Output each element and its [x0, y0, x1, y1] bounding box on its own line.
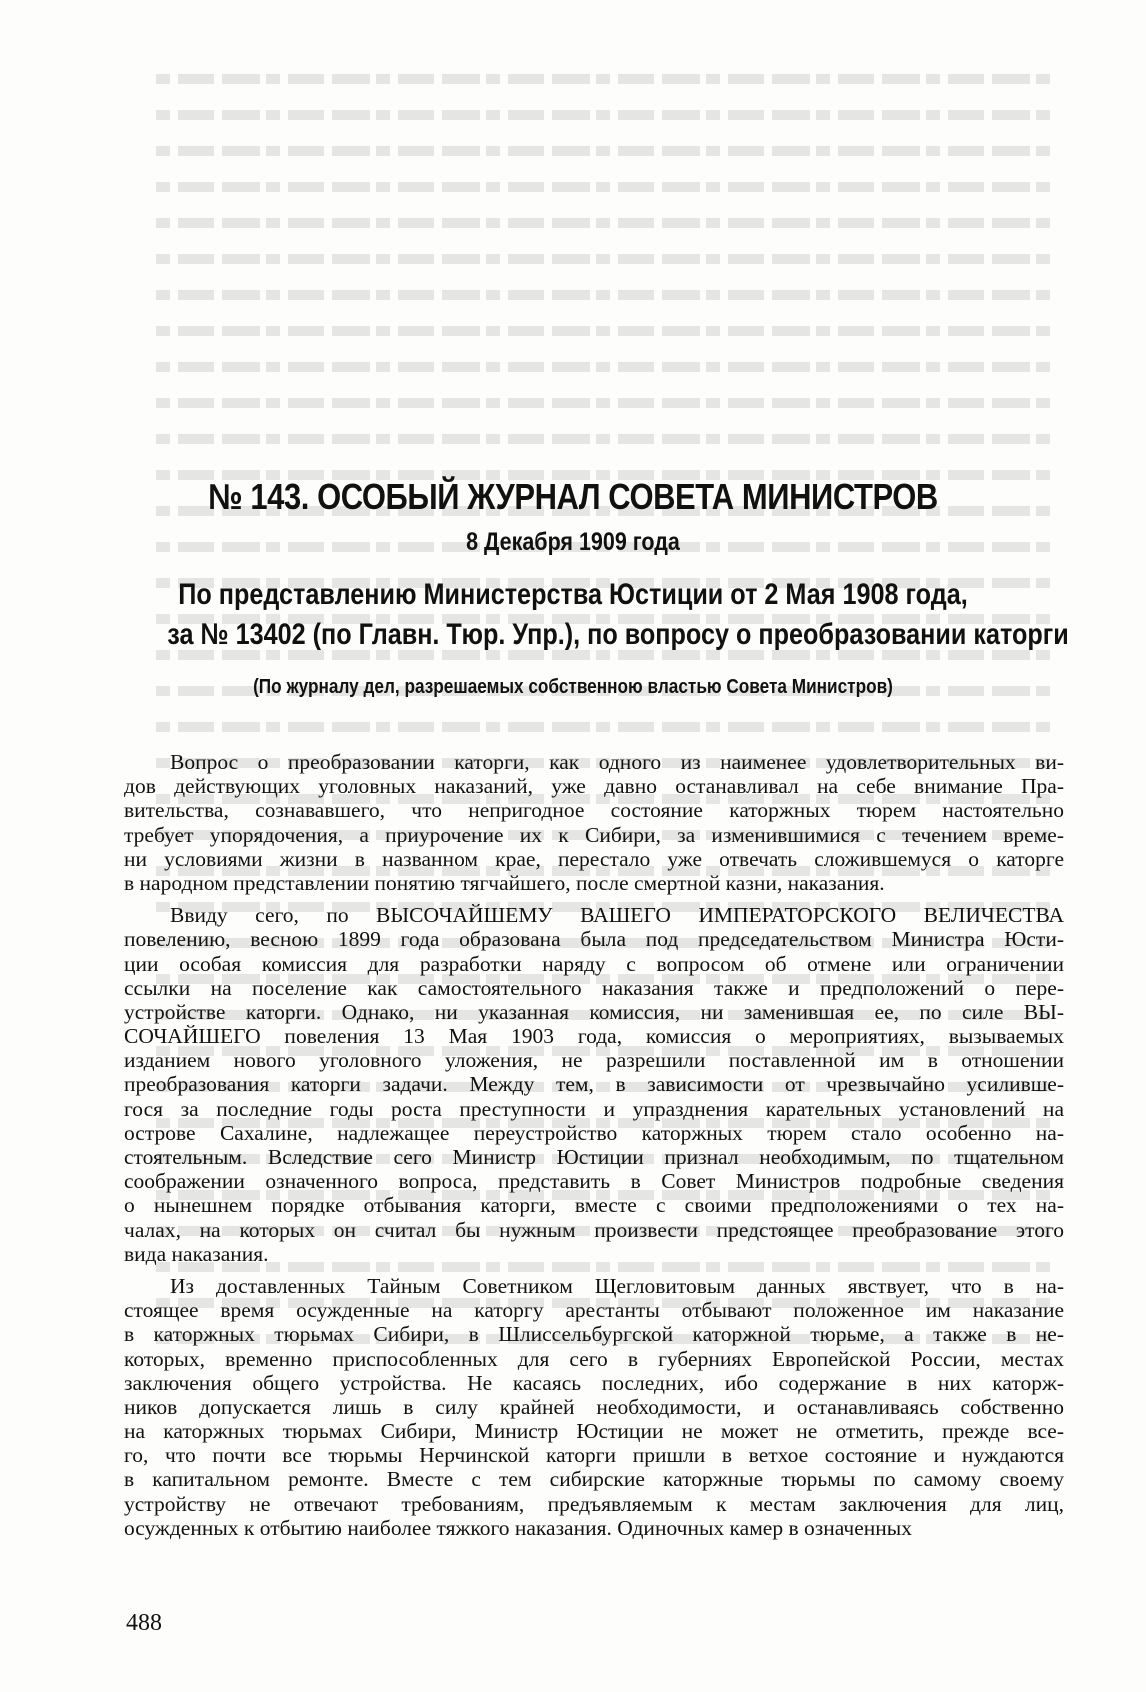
text-line: соображении означенного вопроса, представить в Совет Министров подробные сведения: [124, 1169, 1064, 1194]
text-line: которых, временно приспособленных для сего в губерниях Европейской России, местах: [124, 1346, 1064, 1371]
text-line: острове Сахалине, надлежащее переустройство каторжных тюрем стало особенно на-: [124, 1120, 1064, 1145]
text-line: ссылки на поселение как самостоятельного наказания также и предположений о пере-: [124, 975, 1064, 1000]
text-line: о нынешнем порядке отбывания каторги, вместе с своими предположениями о тех на-: [124, 1193, 1064, 1218]
text-line: Из доставленных Тайным Советником Щегловитовым данных явствует, что в на-: [170, 1273, 1064, 1298]
paragraph-gap: [124, 895, 1064, 903]
document-note: (По журналу дел, разрешаемых собственною властью Совета Министров): [253, 676, 893, 698]
text-line: в каторжных тюрьмах Сибири, в Шлиссельбургской каторжной тюрьме, а также в не-: [124, 1322, 1064, 1347]
paragraph: [124, 1274, 1064, 1540]
text-line: осужденных к отбытию наиболее тяжкого наказания. Одиночных камер в означенных: [124, 1515, 912, 1540]
text-line: гося за последние годы роста преступности и упразднения карательных установлений на: [124, 1096, 1064, 1121]
text-line: в капитальном ремонте. Вместе с тем сибирские каторжные тюрьмы по самому своему: [124, 1467, 1064, 1492]
text-line: ни условиями жизни в названном крае, перестало уже отвечать сложившемуся о каторге: [124, 846, 1064, 871]
text-line: чалах, на которых он считал бы нужным произвести предстоящее преобразование этого: [124, 1217, 1064, 1242]
text-line: заключения общего устройства. Не касаясь последних, ибо содержание в них каторж-: [124, 1370, 1064, 1395]
text-line: преобразования каторги задачи. Между тем, в зависимости от чрезвычайно усилившe-: [124, 1072, 1064, 1097]
text-line: стоятельным. Вследствие сего Министр Юстиции признал необходимым, по тщательном: [124, 1145, 1064, 1169]
text-line: ции особая комиссия для разработки наряду с вопросом об отмене или ограничении: [124, 951, 1064, 976]
text-line: на каторжных тюрьмах Сибири, Министр Юстиции не может не отметить, прежде все-: [124, 1419, 1064, 1444]
text-line: стоящее время осужденные на каторгу арестанты отбывают положенное им наказание: [124, 1298, 1064, 1323]
paragraph: [124, 903, 1064, 1266]
document-subtitle-line-1: По представлению Министерства Юстиции от 2 Мая 1908 года,: [178, 578, 968, 611]
text-line: Вопрос о преобразовании каторги, как одного из наименее удовлетворительных ви-: [170, 750, 1064, 774]
document-subtitle-line-2: за № 13402 (по Главн. Тюр. Упр.), по вопросу о преобразовании каторги: [167, 618, 1069, 651]
text-line: вида наказания.: [124, 1241, 269, 1266]
text-line: в народном представлении понятию тягчайшего, после смертной казни, наказания.: [124, 870, 885, 895]
text-line: изданием нового уголовного уложения, не разрешили поставленной им в отношении: [124, 1048, 1064, 1073]
document-body: [124, 750, 1064, 1540]
text-line: требует упорядочения, а приурочение их к Сибири, за изменившимися с течением време-: [124, 822, 1064, 847]
document-title: № 143. ОСОБЫЙ ЖУРНАЛ СОВЕТА МИНИСТРОВ: [208, 476, 938, 517]
text-line: вительства, сознававшего, что непригодное состояние каторжных тюрем настоятельно: [124, 798, 1064, 823]
text-line: устройству не отвечают требованиям, предъявляемым к местам заключения для лиц,: [124, 1491, 1064, 1516]
text-line: устройстве каторги. Однако, ни указанная комиссия, ни заменившая ее, по силе ВЫ-: [124, 999, 1064, 1024]
text-line: Ввиду сего, по ВЫСОЧАЙШЕМУ ВАШЕГО ИМПЕРАТОРСКОГО ВЕЛИЧЕСТВА: [170, 903, 1064, 928]
text-line: повелению, весною 1899 года образована была под председательством Министра Юсти-: [124, 927, 1064, 952]
text-line: го, что почти все тюрьмы Нерчинской каторги пришли в ветхое состояние и нуждаются: [124, 1443, 1064, 1468]
page-number: 488: [126, 1610, 162, 1636]
text-line: дов действующих уголовных наказаний, уже давно останавливал на себе внимание Пра-: [124, 774, 1064, 799]
text-line: СОЧАЙШЕГО повеления 13 Мая 1903 года, комиссия о мероприятиях, вызываемых: [124, 1024, 1064, 1049]
paragraph: [124, 750, 1064, 895]
paragraph-gap: [124, 1266, 1064, 1274]
text-line: ников допускается лишь в силу крайней необходимости, и останавливаясь собственно: [124, 1394, 1064, 1419]
document-date: 8 Декабря 1909 года: [466, 528, 680, 556]
